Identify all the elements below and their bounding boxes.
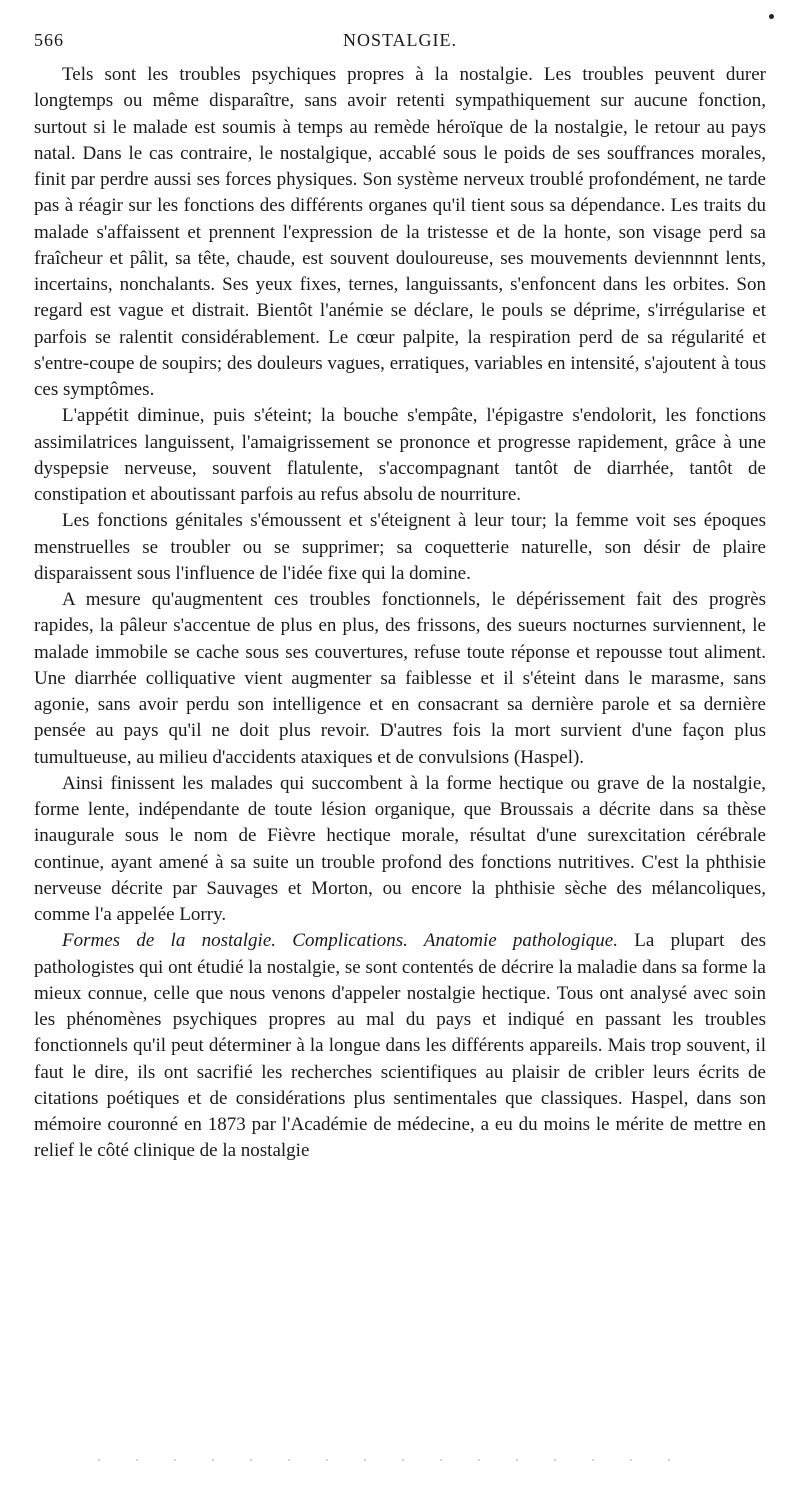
section-text: La plupart des pathologistes qui ont étudié la nostalgie, se sont contentés de décrire la maladie dans sa forme la mieux connue, celle que nous venons d'appeler nostalgie hectique. Tous ont analysé avec soin les phénomènes psychiques propres au mal du pays et indiqué en passant les troubles fonctionnels qu'il peut déterminer à la longue dans les différents appareils. Mais trop souvent, il faut le dire, ils ont sacrifié les recherches scientifiques au plaisir de cribler leurs écrits de citations poétiques et de considérations plus sentimentales que classiques. Haspel, dans son mémoire couronné en 1873 par l'Académie de médecine, a eu du moins le mérite de mettre en relief le côté clinique de la nostalgie <box>34 930 767 1162</box>
page-number: 566 <box>34 30 64 50</box>
body-text <box>34 62 766 1165</box>
scan-noise <box>80 1458 680 1462</box>
ink-speck <box>769 14 774 19</box>
paragraph: Ainsi finissent les malades qui succombent à la forme hectique ou grave de la nostalgie, forme lente, indépendante de toute lésion organique, que Broussais a décrite dans sa thèse inaugurale sous le nom de Fièvre hectique morale, résultat d'une surexcitation cérébrale continue, ayant amené à sa suite un trouble profond des fonctions nutritives. C'est la phthisie nerveuse décrite par Sauvages et Morton, ou encore la phthisie sèche des mélancoliques, comme l'a appelée Lorry. <box>34 772 766 925</box>
running-title: NOSTALGIE. <box>342 30 458 50</box>
paragraph: Tels sont les troubles psychiques propres à la nostalgie. Les troubles peuvent durer longtemps ou même disparaître, sans avoir retenti sympathiquement sur aucune fonction, surtout si le malade est soumis à temps au remède héroïque de la nostalgie, le retour au pays natal. Dans le cas contraire, le nostalgique, accablé sous le poids de ses souffrances morales, finit par perdre aussi ses forces physiques. Son système nerveux troublé profondément, ne tarde pas à réagir sur les fonctions des différents organes qu'il tient sous sa dépendance. Les traits du malade s'affaissent et prennent l'expression de la tristesse et de la honte, son visage perd sa fraîcheur et pâlit, sa tête, chaude, est souvent douloureuse, ses mouvements deviennnnt lents, incertains, nonchalants. Ses yeux fixes, ternes, languissants, s'enfoncent dans les orbites. Son regard est vague et distrait. Bientôt l'anémie se déclare, le pouls se déprime, s'irrégularise et parfois se ralentit considérablement. Le cœur palpite, la respiration perd de sa régularité et s'entre-coupe de soupirs; des douleurs vagues, erratiques, variables en intensité, s'ajoutent à tous ces symptômes. <box>34 64 766 400</box>
running-head <box>34 30 766 60</box>
section-paragraph <box>34 928 766 1164</box>
paragraph: Les fonctions génitales s'émoussent et s'éteignent à leur tour; la femme voit ses époques menstruelles se troubler ou se supprimer; sa coquetterie naturelle, son désir de plaire disparaissent sous l'influence de l'idée fixe qui la domine. <box>34 510 766 584</box>
paragraph: L'appétit diminue, puis s'éteint; la bouche s'empâte, l'épigastre s'endolorit, les fonctions assimilatrices languissent, l'amaigrissement se prononce et progresse rapidement, grâce à une dyspepsie nerveuse, souvent flatulente, s'accompagnant tantôt de diarrhée, tantôt de constipation et aboutissant parfois au refus absolu de nourriture. <box>34 405 766 505</box>
paragraph: A mesure qu'augmentent ces troubles fonctionnels, le dépérissement fait des progrès rapides, la pâleur s'accentue de plus en plus, des frissons, des sueurs nocturnes surviennent, le malade immobile se cache sous ses couvertures, refuse toute réponse et repousse tout aliment. Une diarrhée colliquative vient augmenter sa faiblesse et il s'éteint dans le marasme, sans agonie, sans avoir perdu son intelligence et en consacrant sa dernière parole et sa dernière pensée au pays qu'il ne doit plus revoir. D'autres fois la mort survient d'une façon plus tumultueuse, au milieu d'accidents ataxiques et de convulsions (Haspel). <box>34 589 766 768</box>
section-heading: Formes de la nostalgie. Complications. Anatomie pathologique. <box>62 930 618 952</box>
